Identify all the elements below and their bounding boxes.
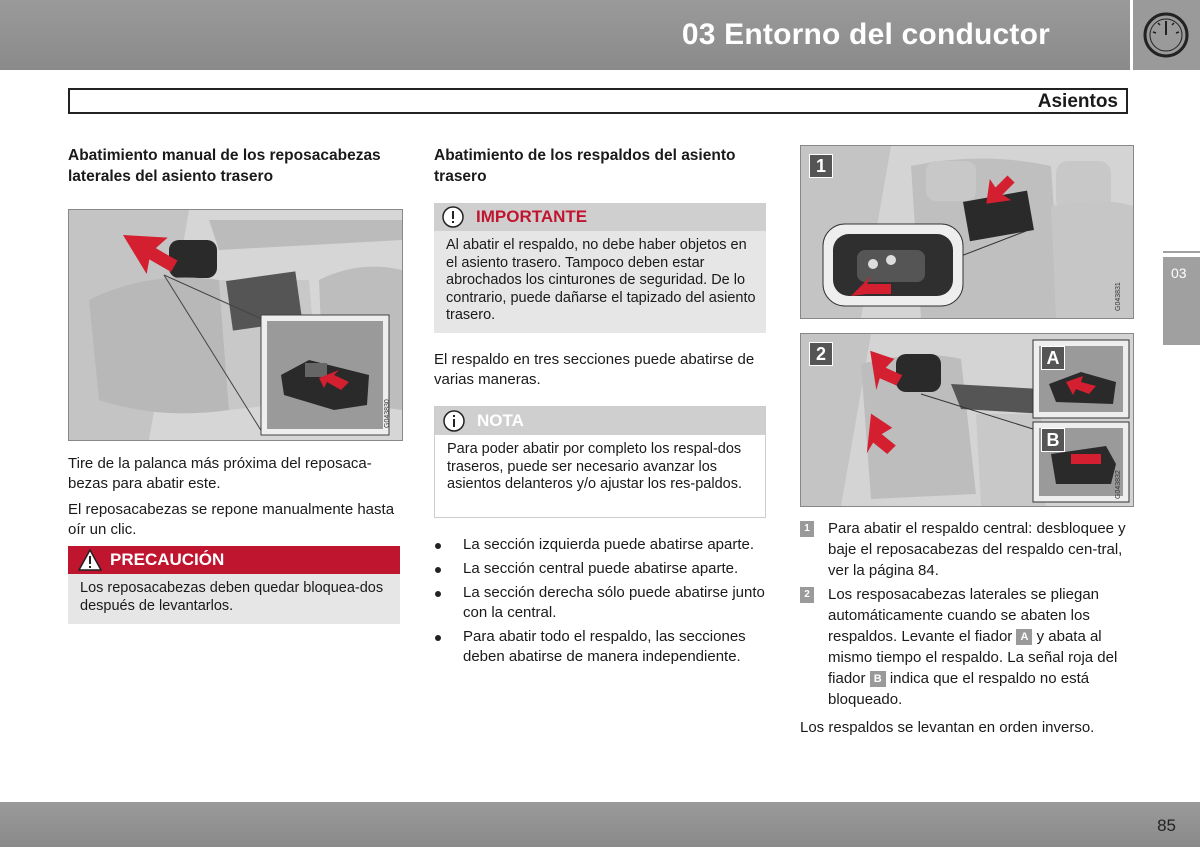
- caution-box: [68, 546, 400, 624]
- figure-1-label: 1: [809, 154, 833, 178]
- step-2-text: [800, 584, 1135, 710]
- list-item: [435, 627, 775, 667]
- note-text: Para poder abatir por completo los respal-dos traseros, puede ser necesario avanzar los asientos delanteros y/o ajustar los res-paldos.: [447, 441, 742, 492]
- figure-2-code: G043832: [1115, 470, 1122, 499]
- step-2: [800, 584, 1135, 710]
- list-item: [435, 583, 775, 623]
- step-2-text-a: Los resposacabezas laterales se pliegan automáticamente cuando se abaten los respaldos. Levante el fiador: [828, 586, 1100, 645]
- folding-backrest-illustration: [801, 334, 1133, 506]
- sections-list: [435, 535, 775, 671]
- header-bar: [0, 0, 1130, 70]
- step-1-text: Para abatir el respaldo central: desbloquee y baje el reposacabezas del respaldo cen-tral, ver la página 84.: [828, 520, 1126, 579]
- step-2-number: 2: [800, 587, 814, 603]
- footer-bar: [0, 802, 1200, 847]
- chapter-title: 03 Entorno del conductor: [681, 18, 1050, 51]
- important-box: [434, 203, 766, 333]
- latch-b-badge: B: [870, 671, 886, 687]
- step-2-text-b: y abata al mismo tiempo el respaldo. La señal roja del fiador: [828, 628, 1118, 687]
- figure-2-label: 2: [809, 342, 833, 366]
- note-title: NOTA: [477, 411, 524, 430]
- col2-para1: El respaldo en tres secciones puede abatirse de varias maneras.: [434, 351, 755, 388]
- latch-a-badge: A: [1016, 629, 1032, 645]
- col2-heading: Abatimiento de los respaldos del asiento trasero: [434, 147, 736, 185]
- list-item: [435, 559, 775, 579]
- col1-para2: El reposacabezas se repone manualmente hasta oír un clic.: [68, 501, 395, 538]
- headrest-figure: [68, 209, 403, 441]
- bullet-icon: [435, 591, 441, 597]
- page-number: 85: [1157, 816, 1176, 835]
- step-1: [800, 518, 1135, 581]
- caution-text: Los reposacabezas deben quedar bloquea-dos después de levantarlos.: [80, 580, 384, 614]
- figure-1: [800, 145, 1134, 319]
- important-text: Al abatir el respaldo, no debe haber objetos en el asiento trasero. Tampoco deben estar abrochados los cinturones de seguridad. De lo contrario, puede dañarse el tapizado del asiento trasero.: [446, 237, 756, 323]
- chapter-side-tab[interactable]: [1163, 257, 1200, 345]
- important-title: IMPORTANTE: [476, 207, 588, 226]
- list-item: [435, 535, 775, 555]
- bullet-icon: [435, 567, 441, 573]
- list-item-text: La sección izquierda puede abatirse aparte.: [463, 536, 755, 553]
- info-icon: [443, 410, 465, 432]
- step-2-text-c: indica que el respaldo no está bloqueado.: [828, 670, 1090, 708]
- list-item-text: Para abatir todo el respaldo, las secciones deben abatirse de manera independiente.: [463, 628, 746, 665]
- figure-2-label-a: A: [1041, 346, 1065, 370]
- caution-title: PRECAUCIÓN: [110, 550, 225, 569]
- col1-para1: Tire de la palanca más próxima del reposaca-bezas para abatir este.: [68, 455, 372, 492]
- bullet-icon: [435, 543, 441, 549]
- list-item-text: La sección derecha sólo puede abatirse junto con la central.: [463, 584, 765, 621]
- section-title-box: [68, 88, 1128, 114]
- figure-1-code: G043831: [1115, 282, 1122, 311]
- figure-code: G043830: [384, 399, 391, 428]
- col1-heading: Abatimiento manual de los reposacabezas laterales del asiento trasero: [68, 147, 381, 185]
- center-backrest-illustration: [801, 146, 1133, 318]
- exclamation-icon: [442, 206, 464, 228]
- step-1-number: 1: [800, 521, 814, 537]
- speedometer-icon: [1141, 10, 1191, 60]
- closing-text: Los respaldos se levantan en orden inverso.: [800, 719, 1095, 736]
- figure-2-label-b: B: [1041, 428, 1065, 452]
- figure-2: [800, 333, 1134, 507]
- header-icon-box: [1133, 0, 1200, 70]
- list-item-text: La sección central puede abatirse aparte.: [463, 560, 739, 577]
- side-tab-divider: [1163, 251, 1200, 253]
- bullet-icon: [435, 635, 441, 641]
- headrest-illustration: [69, 210, 402, 440]
- section-title: Asientos: [1037, 91, 1118, 112]
- warning-triangle-icon: [78, 549, 102, 571]
- chapter-side-tab-label: 03: [1171, 265, 1187, 281]
- note-box: [434, 406, 766, 518]
